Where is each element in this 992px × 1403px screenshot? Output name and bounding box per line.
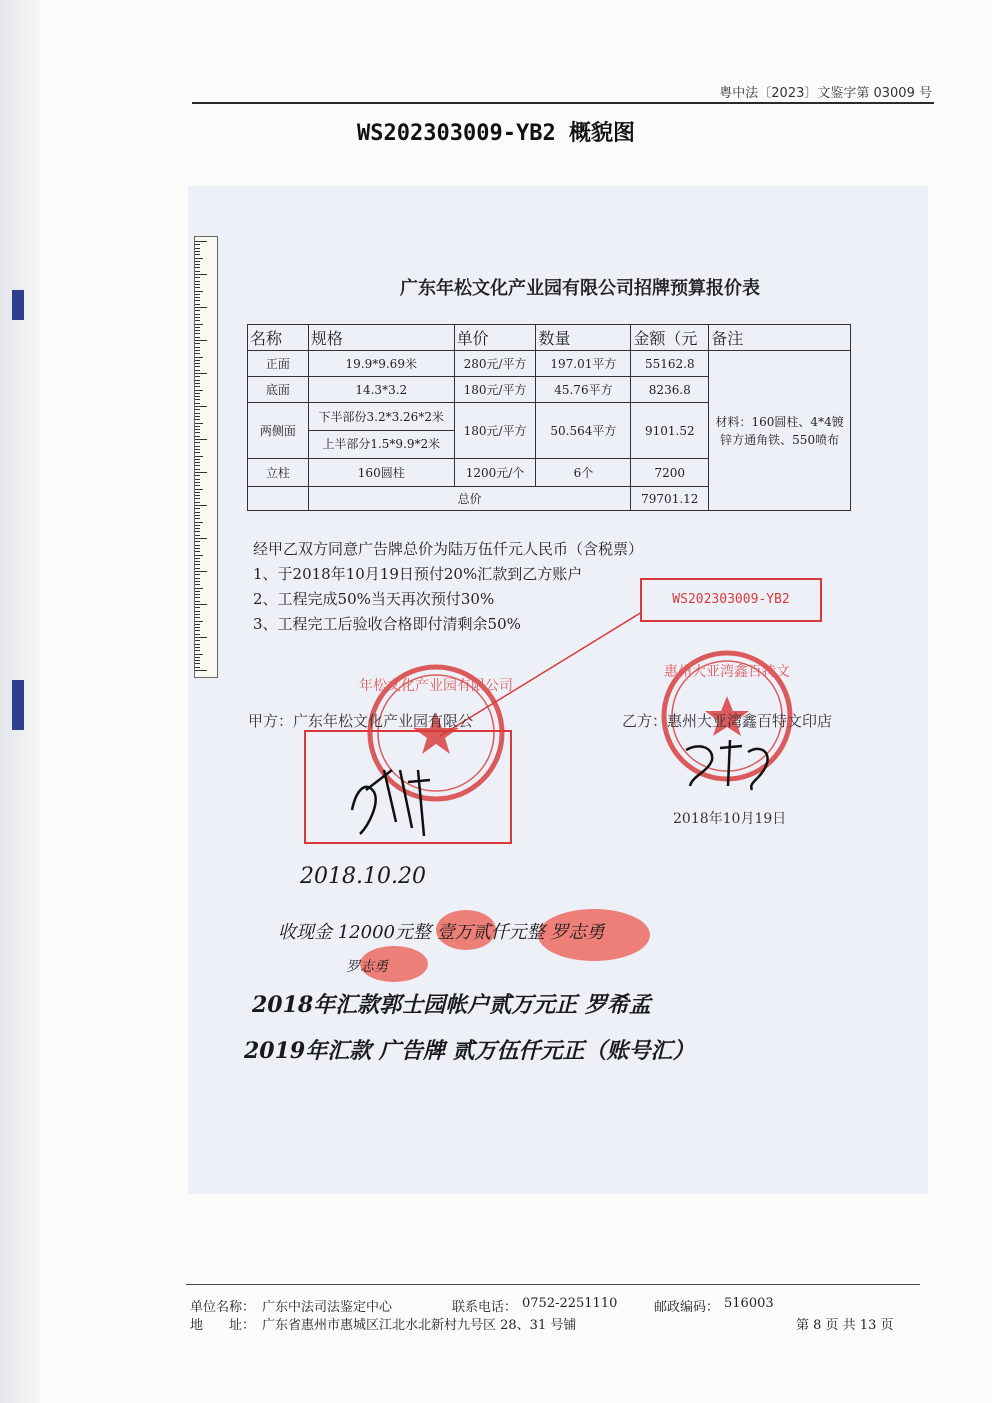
- total-label: 总价: [308, 487, 630, 511]
- party-b: 乙方：惠州大亚湾鑫百特文印店: [622, 712, 833, 730]
- row-qty: 6个: [536, 459, 631, 487]
- signing-date: 2018年10月19日: [673, 811, 787, 827]
- row-amount: 7200: [631, 459, 709, 487]
- signature-b-stroke: [686, 740, 768, 790]
- handwritten-note: 2018年汇款郭士园帐户贰万元正 罗希孟: [252, 992, 651, 1018]
- handwritten-date: 2018.10.20: [300, 864, 426, 889]
- row-qty: 45.76平方: [536, 377, 631, 403]
- column-header: 金额（元: [631, 325, 709, 351]
- terms-item: 1、于2018年10月19日预付20%汇款到乙方账户: [253, 565, 583, 583]
- terms-item: 2、工程完成50%当天再次预付30%: [253, 590, 495, 608]
- row-amount: 55162.8: [631, 351, 709, 377]
- footer-phone-label: 联系电话：: [452, 1300, 518, 1315]
- handwritten-name: 罗志勇: [346, 959, 388, 975]
- seal-a-text: 年松文化产业园有限公司: [359, 678, 513, 694]
- footer-addr-label: 地 址：: [190, 1318, 256, 1333]
- terms-item: 3、工程完工后验收合格即付清剩余50%: [253, 615, 521, 633]
- handwritten-note: 2019年汇款 广告牌 贰万伍仟元正（账号汇）: [244, 1038, 695, 1064]
- row-price: 180元/平方: [454, 403, 536, 459]
- row-spec: 上半部分1.5*9.9*2米: [322, 436, 441, 451]
- row-name: 两侧面: [248, 403, 309, 459]
- quote-form-title: 广东年松文化产业园有限公司招牌预算报价表: [400, 278, 760, 299]
- footer-phone: 0752-2251110: [522, 1296, 618, 1311]
- footer-addr: 广东省惠州市惠城区江北水北新村九号区 28、31 号铺: [262, 1318, 577, 1333]
- party-a: 甲方：广东年松文化产业园有限公: [248, 712, 474, 730]
- row-qty: 50.564平方: [536, 403, 631, 459]
- row-spec: 14.3*3.2: [308, 377, 454, 403]
- row-name: 正面: [248, 351, 309, 377]
- row-price: 280元/平方: [454, 351, 536, 377]
- column-header: 规格: [308, 325, 454, 351]
- row-price: 180元/平方: [454, 377, 536, 403]
- row-spec: 160圆柱: [308, 459, 454, 487]
- case-reference: 粤中法〔2023〕文鉴字第 03009 号: [719, 86, 932, 101]
- row-name: 立柱: [248, 459, 309, 487]
- footer-unit-label: 单位名称：: [190, 1300, 256, 1315]
- column-header: 名称: [248, 325, 309, 351]
- remark-cell: 材料：160圆柱、4*4镀锌方通角铁、550喷布: [709, 351, 851, 511]
- row-spec: 19.9*9.69米: [308, 351, 454, 377]
- page-title: WS202303009-YB2 概貌图: [357, 121, 635, 146]
- column-header: 单价: [454, 325, 536, 351]
- column-header: 数量: [536, 325, 631, 351]
- row-qty: 197.01平方: [536, 351, 631, 377]
- seal-b-text: 惠州大亚湾鑫百特文: [664, 664, 790, 680]
- row-spec: 下半部份3.2*3.26*2米: [309, 404, 454, 431]
- signature-highlight-box: [304, 730, 512, 844]
- footer-post-label: 邮政编码：: [654, 1300, 720, 1315]
- footer-post: 516003: [724, 1296, 774, 1311]
- page-number: 第 8 页 共 13 页: [796, 1318, 894, 1333]
- callout-label: WS202303009-YB2: [640, 578, 822, 622]
- total-amount: 79701.12: [631, 487, 709, 511]
- column-header: 备注: [709, 325, 851, 351]
- footer-unit: 广东中法司法鉴定中心: [262, 1300, 393, 1315]
- terms-intro: 经甲乙双方同意广告牌总价为陆万伍仟元人民币（含税票）: [253, 540, 644, 558]
- handwritten-receipt: 收现金 12000元整 壹万贰仟元整 罗志勇: [278, 922, 605, 943]
- row-amount: 8236.8: [631, 377, 709, 403]
- footer-rule: [186, 1284, 920, 1285]
- row-amount: 9101.52: [631, 403, 709, 459]
- row-name: 底面: [248, 377, 309, 403]
- row-price: 1200元/个: [454, 459, 536, 487]
